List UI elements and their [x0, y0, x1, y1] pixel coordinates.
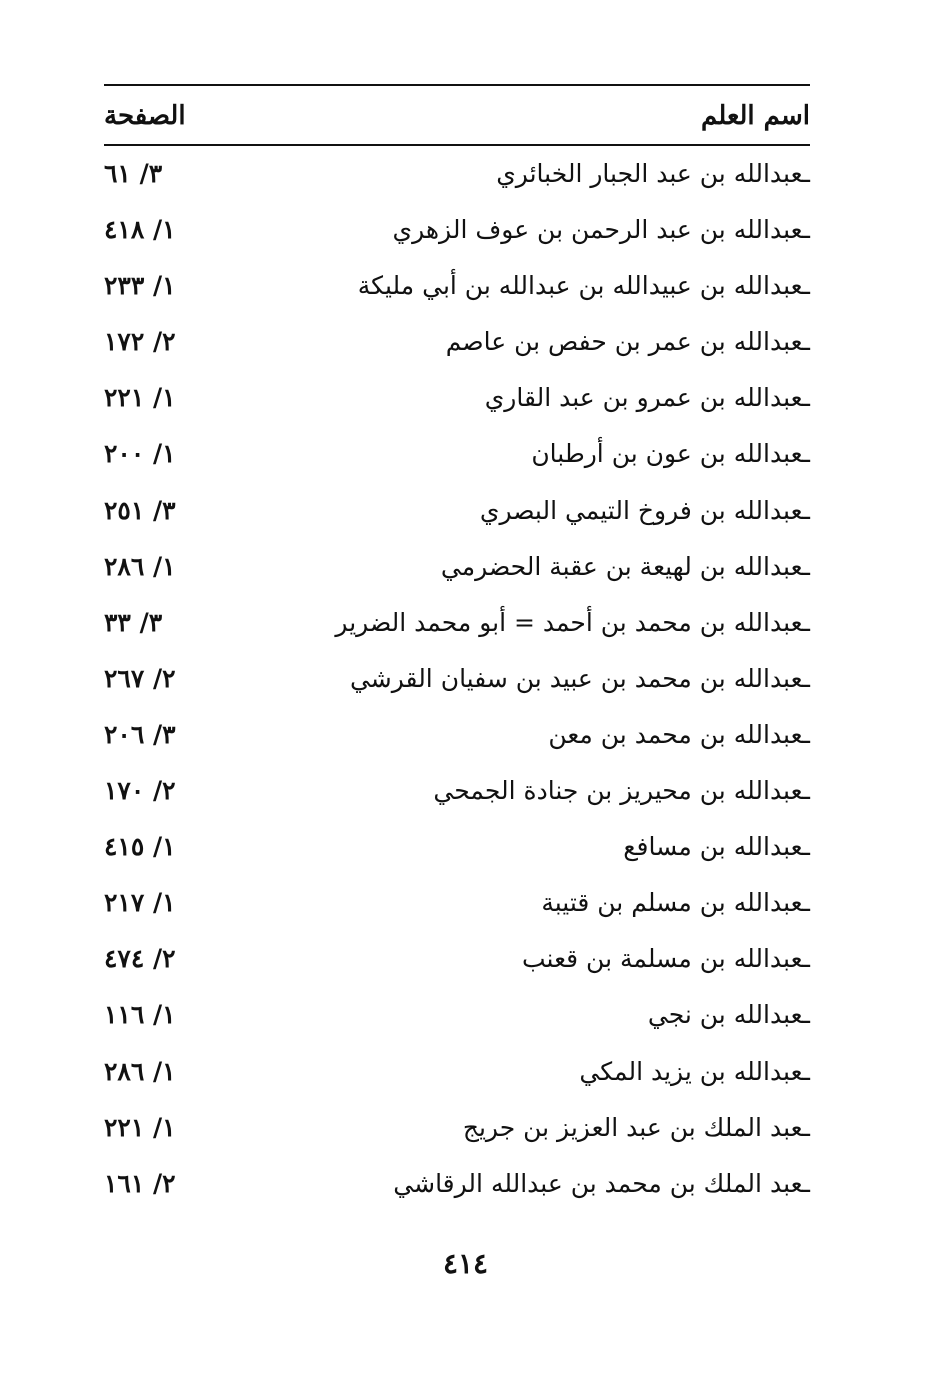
index-entry [104, 146, 810, 202]
entry-page-ref: ١/ ٢٢١ [104, 383, 176, 413]
index-entry [104, 1100, 810, 1156]
entry-name: ـعبدالله بن عبد الرحمن بن عوف الزهري [392, 215, 810, 245]
name-column-header: اسم العلم [701, 101, 810, 131]
index-entry [104, 987, 810, 1043]
entry-page-ref: ١/ ٢٠٠ [104, 439, 176, 469]
entry-name: ـعبدالله بن عبيدالله بن عبدالله بن أبي مليكة [357, 271, 810, 301]
entry-name: ـعبدالله بن مسافع [623, 832, 810, 862]
entry-name: ـعبدالله بن عبد الجبار الخبائري [496, 159, 810, 188]
index-entry [104, 707, 810, 763]
top-rule [104, 84, 810, 86]
entry-name: ـعبدالله بن مسلمة بن قعنب [522, 944, 810, 974]
index-entry [104, 426, 810, 482]
index-entry [104, 258, 810, 314]
entry-name: ـعبدالله بن لهيعة بن عقبة الحضرمي [440, 551, 810, 581]
entry-page-ref: ٢/ ٢٦٧ [104, 663, 176, 693]
index-entry [104, 370, 810, 426]
entry-name: ـعبدالله بن فروخ التيمي البصري [479, 495, 810, 525]
index-entry [104, 202, 810, 258]
entry-page-ref: ١/ ٢٣٣ [104, 271, 176, 301]
entry-name: ـعبد الملك بن عبد العزيز بن جريج [462, 1112, 810, 1142]
entry-page-ref: ١/ ٤١٥ [104, 832, 176, 862]
entry-name: ـعبدالله بن يزيد المكي [579, 1056, 810, 1086]
entry-page-ref: ٣/ ٢٥١ [104, 495, 176, 525]
entry-name: ـعبدالله بن محمد بن أحمد = أبو محمد الضرير [335, 607, 810, 637]
index-entries [104, 146, 810, 1212]
page-column-header: الصفحة [104, 101, 186, 131]
entry-name: ـعبدالله بن محمد بن عبيد بن سفيان القرشي [349, 663, 810, 693]
entry-name: ـعبدالله بن نجي [647, 1000, 810, 1030]
index-entry [104, 875, 810, 931]
index-entry [104, 763, 810, 819]
entry-name: ـعبدالله بن عون بن أرطبان [531, 439, 810, 469]
index-entry [104, 483, 810, 539]
index-entry [104, 651, 810, 707]
entry-name: ـعبدالله بن عمر بن حفص بن عاصم [445, 327, 810, 357]
entry-page-ref: ١/ ٢١٧ [104, 888, 176, 918]
entry-page-ref: ١/ ٢٢١ [104, 1112, 176, 1142]
index-entry [104, 819, 810, 875]
entry-page-ref: ٢/ ١٧٠ [104, 776, 176, 806]
entry-page-ref: ١/ ٢٨٦ [104, 551, 176, 581]
table-header [104, 92, 810, 140]
index-entry [104, 539, 810, 595]
entry-page-ref: ١/ ٢٨٦ [104, 1056, 176, 1086]
index-entry [104, 1156, 810, 1212]
index-entry [104, 1044, 810, 1100]
entry-name: ـعبدالله بن محمد بن معن [548, 719, 810, 749]
entry-page-ref: ١/ ٤١٨ [104, 215, 176, 245]
entry-page-ref: ٢/ ٤٧٤ [104, 944, 176, 974]
entry-page-ref: ١/ ١١٦ [104, 1000, 176, 1030]
index-entry [104, 595, 810, 651]
entry-page-ref: ٢/ ١٦١ [104, 1168, 176, 1198]
entry-page-ref: ٣/ ٣٣ [104, 607, 163, 637]
page-number: ٤١٤ [442, 1247, 489, 1280]
index-entry [104, 314, 810, 370]
entry-page-ref: ٣/ ٦١ [104, 159, 163, 188]
entry-name: ـعبدالله بن عمرو بن عبد القاري [484, 383, 810, 413]
entry-page-ref: ٢/ ١٧٢ [104, 327, 176, 357]
entry-name: ـعبدالله بن مسلم بن قتيبة [541, 888, 810, 918]
entry-name: ـعبد الملك بن محمد بن عبدالله الرقاشي [393, 1168, 810, 1198]
index-entry [104, 931, 810, 987]
entry-page-ref: ٣/ ٢٠٦ [104, 719, 176, 749]
entry-name: ـعبدالله بن محيريز بن جنادة الجمحي [433, 776, 810, 806]
